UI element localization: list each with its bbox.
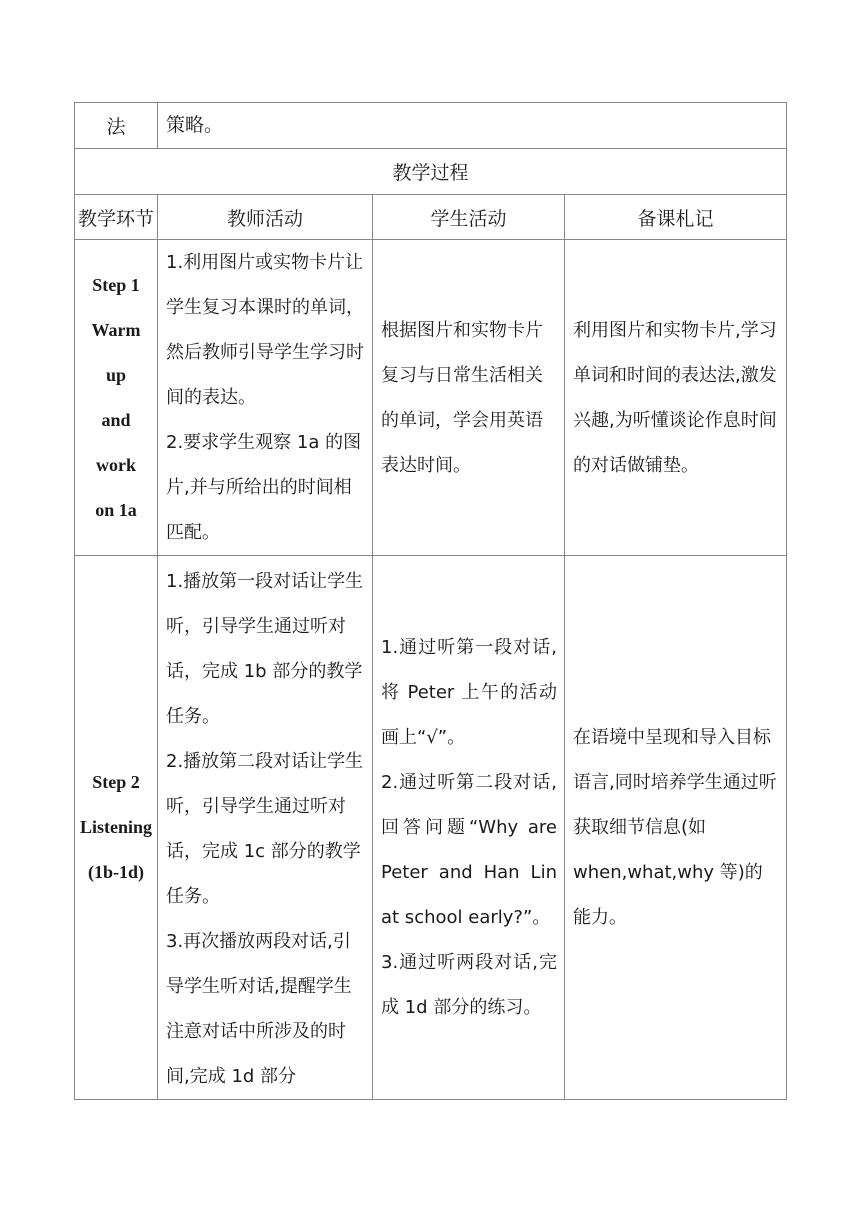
header-row bbox=[75, 195, 787, 240]
step2-name-line: Listening bbox=[79, 817, 153, 837]
step1-name bbox=[75, 240, 158, 556]
step1-name-line: on 1a bbox=[95, 499, 137, 520]
step2-name-line: (1b-1d) bbox=[87, 862, 144, 882]
step1-student-activity: 根据图片和实物卡片复习与日常生活相关的单词，学会用英语表达时间。 bbox=[373, 240, 565, 556]
step2-teacher-item: 1.播放第一段对话让学生听，引导学生通过听对话，完成 1b 部分的教学任务。 bbox=[166, 571, 364, 727]
step1-name-line: Step 1 bbox=[92, 274, 140, 295]
step1-name-line: up bbox=[105, 364, 127, 385]
step1-name-line: and bbox=[101, 409, 131, 430]
header-teacher-activity: 教师活动 bbox=[158, 195, 373, 240]
step2-teacher-item: 3.再次播放两段对话,引导学生听对话,提醒学生注意对话中所涉及的时间,完成 1d 部分 bbox=[166, 931, 352, 1087]
header-stage: 教学环节 bbox=[75, 195, 158, 240]
lesson-table bbox=[74, 102, 787, 1100]
step2-row bbox=[75, 556, 787, 1100]
step1-notes: 利用图片和实物卡片,学习单词和时间的表达法,激发兴趣,为听懂谈论作息时间的对话做铺垫。 bbox=[565, 240, 787, 556]
header-notes: 备课札记 bbox=[565, 195, 787, 240]
step1-row bbox=[75, 240, 787, 556]
method-content: 策略。 bbox=[158, 103, 787, 149]
step2-student-activity bbox=[373, 556, 565, 1100]
header-student-activity: 学生活动 bbox=[373, 195, 565, 240]
step2-name-line: Step 2 bbox=[92, 772, 140, 792]
method-label: 法 bbox=[75, 103, 158, 149]
step2-student-item: 3.通过听两段对话,完成 1d 部分的练习。 bbox=[381, 952, 557, 1018]
section-title-row bbox=[75, 149, 787, 195]
step1-name-line: Warm bbox=[91, 319, 141, 340]
step2-teacher-activity bbox=[158, 556, 373, 1100]
step2-student-item: 1.通过听第一段对话,将 Peter 上午的活动画上“√”。 bbox=[381, 637, 557, 748]
step2-name bbox=[75, 556, 158, 1100]
step2-student-item: 2.通过听第二段对话,回答问题“Why are Peter and Han Lin at school early?”。 bbox=[381, 772, 557, 928]
section-title: 教学过程 bbox=[75, 149, 787, 195]
step2-notes: 在语境中呈现和导入目标语言,同时培养学生通过听获取细节信息(如 when,what,why 等)的能力。 bbox=[565, 556, 787, 1100]
step1-teacher-item: 1.利用图片或实物卡片让学生复习本课时的单词，然后教师引导学生学习时间的表达。 bbox=[166, 252, 364, 408]
method-row bbox=[75, 103, 787, 149]
step1-teacher-activity bbox=[158, 240, 373, 556]
step1-teacher-item: 2.要求学生观察 1a 的图片,并与所给出的时间相匹配。 bbox=[166, 432, 362, 543]
step2-teacher-item: 2.播放第二段对话让学生听，引导学生通过听对话，完成 1c 部分的教学任务。 bbox=[166, 751, 364, 907]
step1-name-line: work bbox=[96, 454, 136, 475]
